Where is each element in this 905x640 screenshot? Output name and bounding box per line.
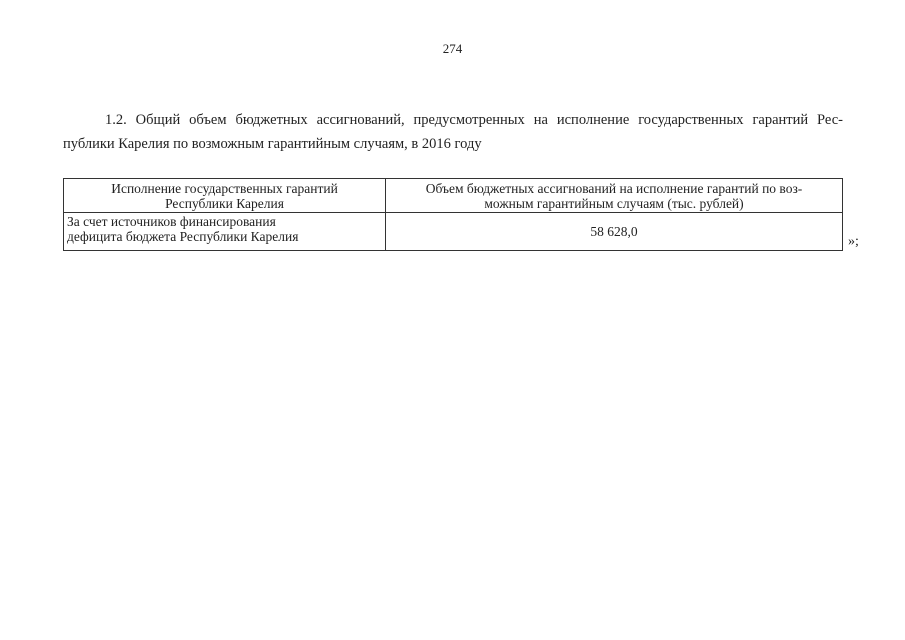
paragraph-line-1: 1.2. Общий объем бюджетных ассигнований, предусмотренных на исполнение государственных гарантий Рес- bbox=[105, 112, 843, 128]
table-row bbox=[64, 213, 843, 251]
header-guarantee-execution bbox=[64, 179, 386, 213]
table-header-row bbox=[64, 179, 843, 213]
row-label-line1: За счет источников финансирования bbox=[67, 214, 276, 229]
guarantees-table bbox=[63, 178, 843, 251]
section-paragraph bbox=[63, 108, 843, 156]
row-label-cell bbox=[64, 213, 386, 251]
header-allocations-volume bbox=[386, 179, 843, 213]
page-number: 274 bbox=[442, 41, 463, 56]
header-col2-line2: можным гарантийным случаям (тыс. рублей) bbox=[484, 195, 744, 211]
closing-quote-mark: »; bbox=[848, 234, 859, 249]
row-label-line2: дефицита бюджета Республики Карелия bbox=[67, 229, 299, 244]
header-col1-line1: Исполнение государственных гарантий bbox=[111, 180, 338, 196]
header-col1-line2: Республики Карелия bbox=[165, 195, 284, 211]
header-col2-line1: Объем бюджетных ассигнований на исполнение гарантий по воз- bbox=[425, 180, 803, 196]
paragraph-line-2: публики Карелия по возможным гарантийным случаям, в 2016 году bbox=[63, 136, 482, 152]
row-value-cell: 58 628,0 bbox=[386, 213, 843, 251]
